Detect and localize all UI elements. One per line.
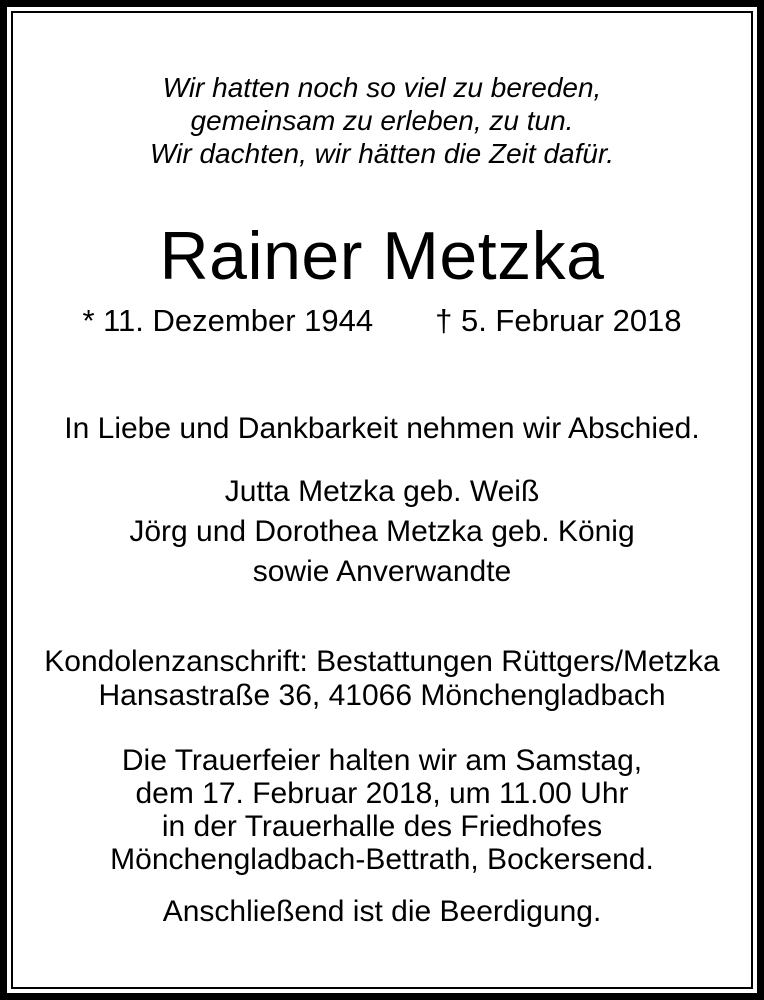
birth-date: * 11. Dezember 1944 [82, 303, 374, 338]
condolence-line: Hansastraße 36, 41066 Mönchengladbach [98, 679, 666, 712]
epigraph-line: Wir hatten noch so viel zu bereden, [162, 72, 602, 103]
farewell-line: In Liebe und Dankbarkeit nehmen wir Abschied. [64, 412, 700, 445]
obituary-frame [11, 11, 753, 989]
condolence-line: Kondolenzanschrift: Bestattungen Rüttgers/Metzka [44, 645, 720, 678]
epigraph-line: gemeinsam zu erleben, zu tun. [190, 105, 574, 136]
service-details [13, 744, 751, 876]
mourner-line: Jutta Metzka geb. Weiß [224, 475, 540, 508]
service-line: in der Trauerhalle des Friedhofes [161, 810, 603, 843]
burial-note: Anschließend ist die Beerdigung. [162, 895, 602, 928]
death-date: † 5. Februar 2018 [435, 303, 682, 338]
mourners-list [13, 472, 751, 592]
service-line: dem 17. Februar 2018, um 11.00 Uhr [135, 777, 629, 810]
condolence-address [13, 645, 751, 713]
service-line: Mönchengladbach-Bettrath, Bockersend. [110, 843, 654, 876]
mourner-line: Jörg und Dorothea Metzka geb. König [129, 515, 635, 548]
life-dates [13, 303, 751, 339]
deceased-name: Rainer Metzka [159, 218, 605, 294]
epigraph [13, 71, 751, 170]
service-line: Die Trauerfeier halten wir am Samstag, [121, 744, 643, 777]
epigraph-line: Wir dachten, wir hätten die Zeit dafür. [149, 138, 615, 169]
mourner-line: sowie Anverwandte [252, 555, 512, 588]
